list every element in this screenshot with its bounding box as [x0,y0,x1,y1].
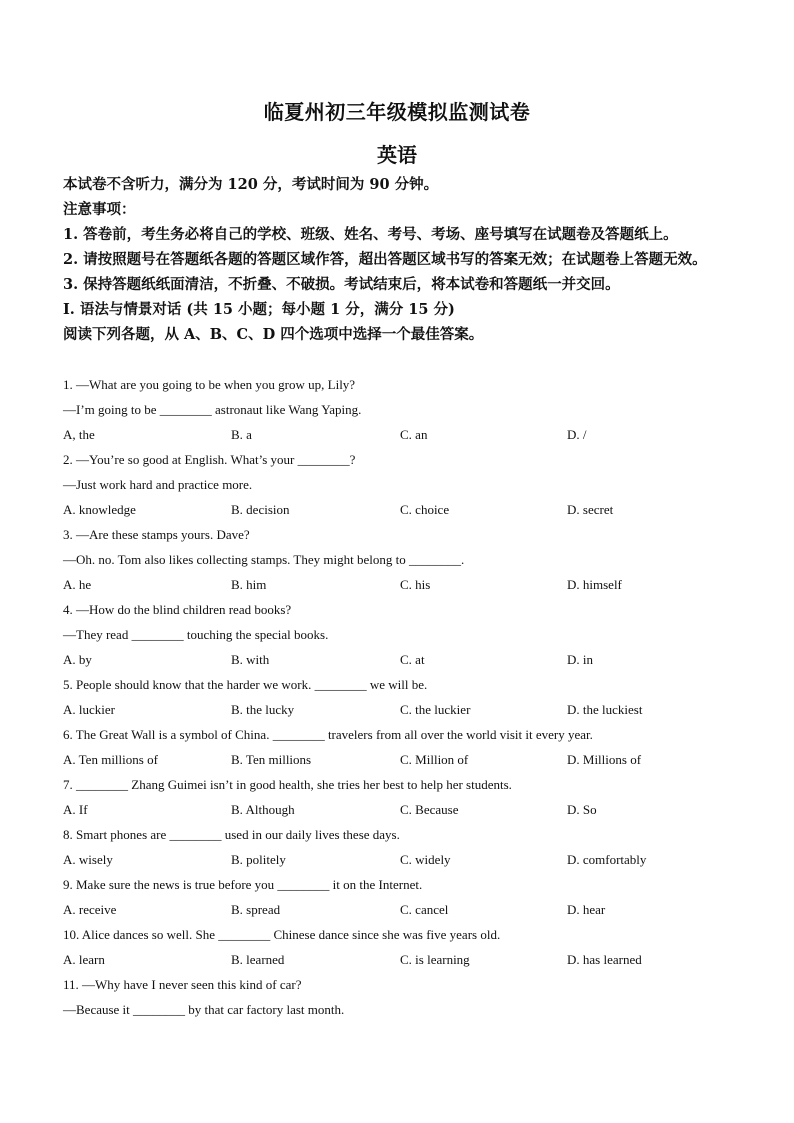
question-8 [63,822,743,872]
question-9 [63,872,743,922]
question-line: —Just work hard and practice more. [63,477,253,492]
option-row [63,747,743,772]
option-row [63,797,743,822]
option-row [63,697,743,722]
option-c: C. Million of [400,752,469,767]
question-line: 3. —Are these stamps yours. Dave? [63,527,250,542]
option-c: C. at [400,652,425,667]
option-c: C. is learning [400,952,470,967]
option-a: A. luckier [63,702,115,717]
option-c: C. an [400,427,428,442]
option-a: A. receive [63,902,117,917]
option-a: A. by [63,652,92,667]
option-d: D. Millions of [567,752,642,767]
question-1 [63,372,743,447]
option-d: D. So [567,802,597,817]
option-row [63,422,743,447]
option-row [63,647,743,672]
option-d: D. / [567,427,587,442]
option-b: B. Ten millions [231,752,312,767]
question-line: —I’m going to be ________ astronaut like Wang Yaping. [63,402,362,417]
question-line: 9. Make sure the news is true before you ________ it on the Internet. [63,877,423,892]
option-b: B. with [231,652,270,667]
option-b: B. decision [231,502,290,517]
option-a: A. Ten millions of [63,752,158,767]
option-c: C. Because [400,802,459,817]
question-line: 10. Alice dances so well. She ________ Chinese dance since she was five years old. [63,927,501,942]
option-b: B. him [231,577,267,592]
option-b: B. Although [231,802,295,817]
option-row [63,847,743,872]
option-c: C. cancel [400,902,449,917]
question-line: —Oh. no. Tom also likes collecting stamps. They might belong to ________. [63,552,465,567]
question-6 [63,722,743,772]
question-line: 2. —You’re so good at English. What’s your ________? [63,452,356,467]
question-line: 8. Smart phones are ________ used in our daily lives these days. [63,827,400,842]
question-2 [63,447,743,522]
notes-heading: 注意事项： [63,201,136,218]
option-d: D. secret [567,502,614,517]
option-b: B. learned [231,952,285,967]
note-3: 3. 保持答题纸纸面清洁，不折叠、不破损。考试结束后，将本试卷和答题纸一并交回。 [63,276,620,293]
option-d: D. in [567,652,593,667]
instructions [63,172,735,347]
option-a: A. knowledge [63,502,136,517]
option-b: B. spread [231,902,281,917]
option-d: D. comfortably [567,852,647,867]
option-a: A. wisely [63,852,113,867]
question-11 [63,972,743,1022]
option-d: D. the luckiest [567,702,643,717]
option-a: A. If [63,802,88,817]
question-7 [63,772,743,822]
section-heading: I. 语法与情景对话 (共 15 小题；每小题 1 分，满分 15 分) [63,301,455,318]
exam-info: 本试卷不含听力，满分为 120 分，考试时间为 90 分钟。 [63,176,439,193]
option-b: B. politely [231,852,286,867]
question-line: 1. —What are you going to be when you grow up, Lily? [63,377,356,392]
question-line: 5. People should know that the harder we work. ________ we will be. [63,677,428,692]
option-row [63,897,743,922]
subject-title: 英语 [377,143,417,167]
question-5 [63,672,743,722]
question-line: —They read ________ touching the special books. [63,627,329,642]
note-1: 1. 答卷前，考生务必将自己的学校、班级、姓名、考号、考场、座号填写在试题卷及答题纸上。 [63,226,678,243]
option-c: C. widely [400,852,451,867]
question-line: 4. —How do the blind children read books? [63,602,292,617]
option-a: A, the [63,427,95,442]
option-c: C. his [400,577,431,592]
option-b: B. a [231,427,252,442]
option-a: A. learn [63,952,105,967]
question-line: 6. The Great Wall is a symbol of China. ________ travelers from all over the world visit it every year. [63,727,593,742]
option-row [63,497,743,522]
note-2: 2. 请按照题号在答题纸各题的答题区域作答，超出答题区域书写的答案无效；在试题卷上答题无效。 [63,251,707,268]
question-line: 11. —Why have I never seen this kind of car? [63,977,302,992]
question-3 [63,522,743,597]
question-line: 7. ________ Zhang Guimei isn’t in good health, she tries her best to help her students. [63,777,512,792]
option-row [63,572,743,597]
exam-title: 临夏州初三年级模拟监测试卷 [263,100,531,124]
option-d: D. himself [567,577,622,592]
section-instruction: 阅读下列各题，从 A、B、C、D 四个选项中选择一个最佳答案。 [63,326,484,343]
question-list [63,372,743,1022]
option-c: C. the luckier [400,702,471,717]
question-4 [63,597,743,672]
option-b: B. the lucky [231,702,295,717]
option-d: D. has learned [567,952,642,967]
question-line: —Because it ________ by that car factory last month. [63,1002,345,1017]
option-d: D. hear [567,902,606,917]
option-row [63,947,743,972]
option-a: A. he [63,577,92,592]
question-10 [63,922,743,972]
option-c: C. choice [400,502,450,517]
